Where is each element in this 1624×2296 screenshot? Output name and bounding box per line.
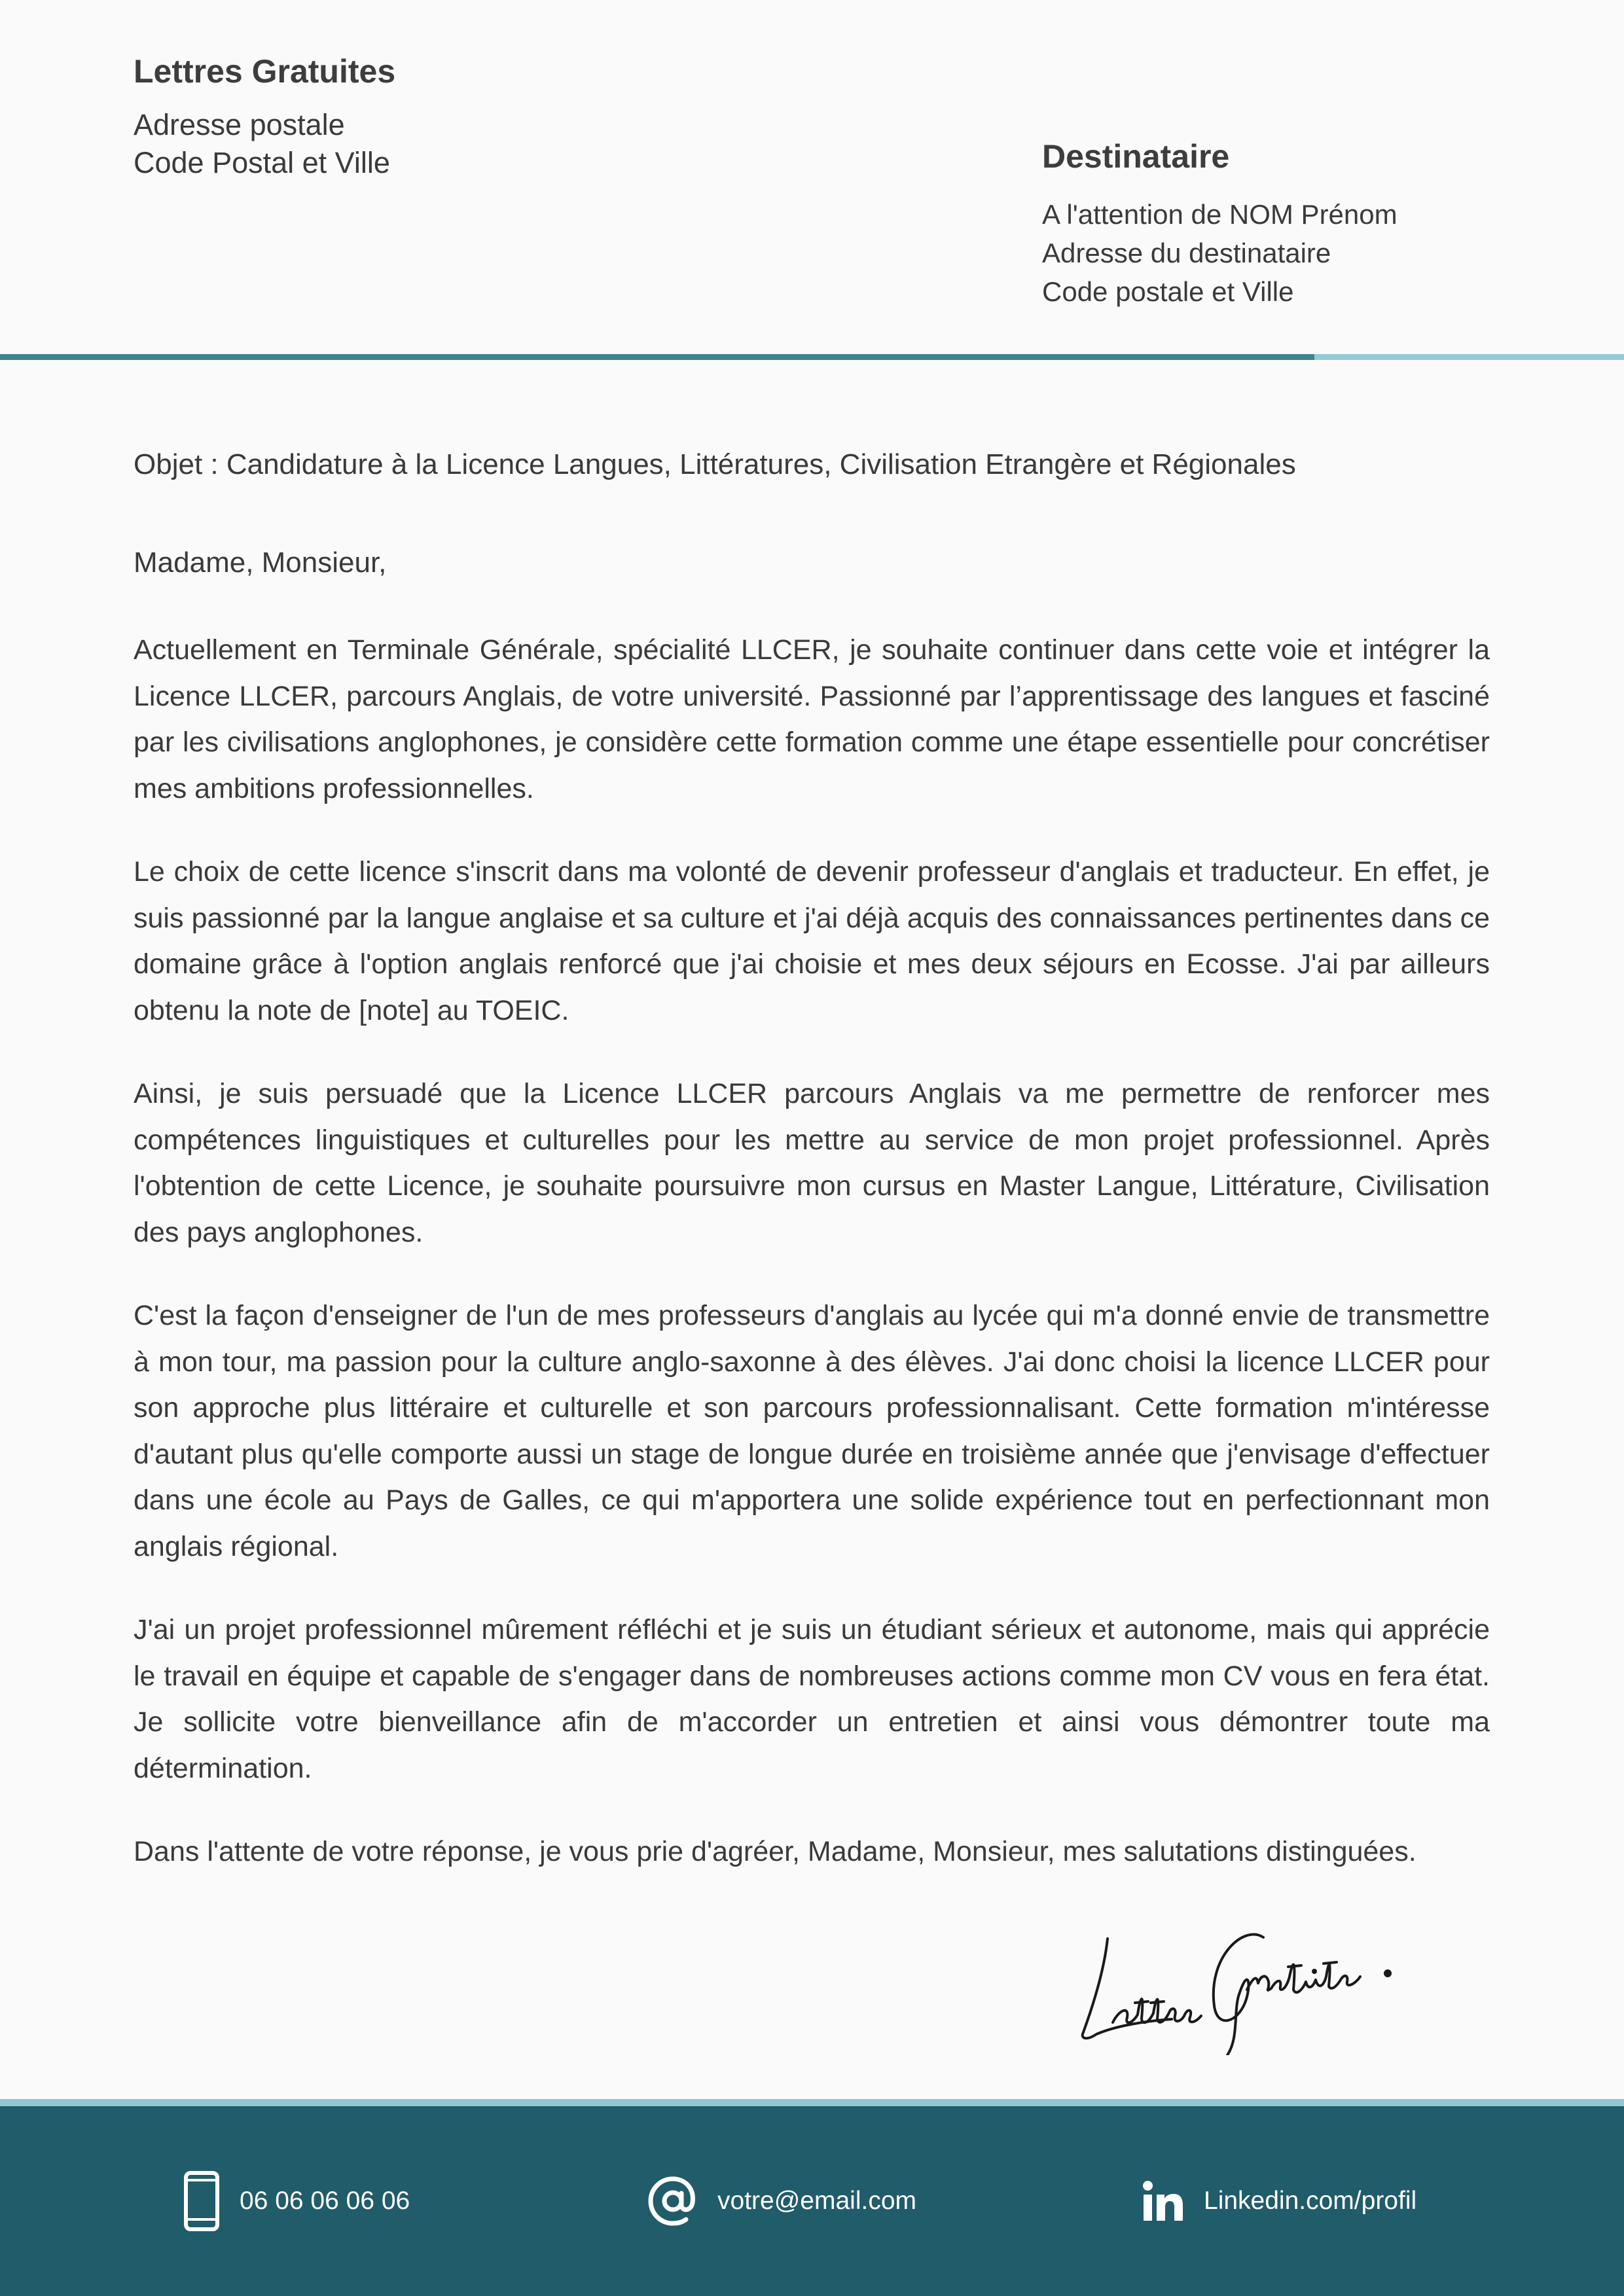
sender-address: Adresse postale — [134, 108, 345, 141]
header-divider-light — [1314, 354, 1624, 360]
sender-name: Lettres Gratuites — [134, 53, 396, 90]
header-divider-dark — [0, 354, 1314, 360]
sender-block — [134, 52, 395, 182]
letter-closing: Dans l'attente de votre réponse, je vous prie d'agréer, Madame, Monsieur, mes salutations distinguées. — [134, 1836, 1416, 1867]
letter-paragraph: C'est la façon d'enseigner de l'un de mes professeurs d'anglais au lycée qui m'a donné envie de transmettre à mon tour, ma passion pour la culture anglo-saxonne à des élèves. J'ai donc choisi la licence LLCER pour son approche plus littéraire et culturelle et son parcours professionnalisant. Cette formation m'intéresse d'autant plus qu'elle comporte aussi un stage de longue durée en troisième année que j'envisage d'effectuer dans une école au Pays de Galles, ce qui m'apportera une solide expérience tout en perfectionnant mon anglais régional. — [134, 1300, 1490, 1562]
linkedin-profile: Linkedin.com/profil — [1204, 2187, 1417, 2215]
letter-salutation: Madame, Monsieur, — [134, 547, 387, 579]
contact-linkedin — [1142, 2106, 1416, 2296]
contact-footer — [0, 2106, 1624, 2296]
recipient-attention: A l'attention de NOM Prénom — [1042, 199, 1398, 230]
contact-email — [648, 2106, 916, 2296]
mobile-phone-icon — [183, 2171, 220, 2231]
sender-city: Code Postal et Ville — [134, 146, 390, 179]
letter-paragraph: Ainsi, je suis persuadé que la Licence LLCER parcours Anglais va me permettre de renforcer mes compétences linguistiques et culturelles pour les mettre au service de mon projet professionnel. Après l'obtention de cette Licence, je souhaite poursuivre mon cursus en Master Langue, Littérature, Civilisation des pays anglophones. — [134, 1078, 1490, 1248]
recipient-address: Adresse du destinataire — [1042, 238, 1331, 268]
letter-paragraph: J'ai un projet professionnel mûrement réfléchi et je suis un étudiant sérieux et autonome, mais qui apprécie le travail en équipe et capable de s'engager dans de nombreuses actions comme mon CV vous en fera état. Je sollicite votre bienveillance afin de m'accorder un entretien et ainsi vous démontrer toute ma détermination. — [134, 1614, 1490, 1784]
handwritten-signature — [1067, 1898, 1447, 2055]
at-sign-icon — [648, 2176, 698, 2226]
phone-number: 06 06 06 06 06 — [240, 2187, 410, 2215]
recipient-block — [1042, 137, 1398, 311]
footer-accent-stripe — [0, 2099, 1624, 2106]
contact-phone — [183, 2106, 410, 2296]
recipient-city: Code postale et Ville — [1042, 276, 1294, 307]
recipient-title: Destinataire — [1042, 138, 1230, 175]
email-address: votre@email.com — [717, 2187, 917, 2215]
letter-paragraph: Actuellement en Terminale Générale, spécialité LLCER, je souhaite continuer dans cette voie et intégrer la Licence LLCER, parcours Anglais, de votre université. Passionné par l’apprentissage des langues et fasciné par les civilisations anglophones, je considère cette formation comme une étape essentielle pour concrétiser mes ambitions professionnelles. — [134, 634, 1490, 804]
letter-subject: Objet : Candidature à la Licence Langues, Littératures, Civilisation Etrangère et Régionales — [134, 448, 1296, 480]
letter-paragraph: Le choix de cette licence s'inscrit dans ma volonté de devenir professeur d'anglais et traducteur. En effet, je suis passionné par la langue anglaise et sa culture et j'ai déjà acquis des connaissances pertinentes dans ce domaine grâce à l'option anglais renforcé que j'ai choisie et mes deux séjours en Ecosse. J'ai par ailleurs obtenu la note de [note] au TOEIC. — [134, 856, 1490, 1026]
linkedin-icon — [1142, 2180, 1184, 2222]
letter-body — [134, 445, 1490, 1874]
